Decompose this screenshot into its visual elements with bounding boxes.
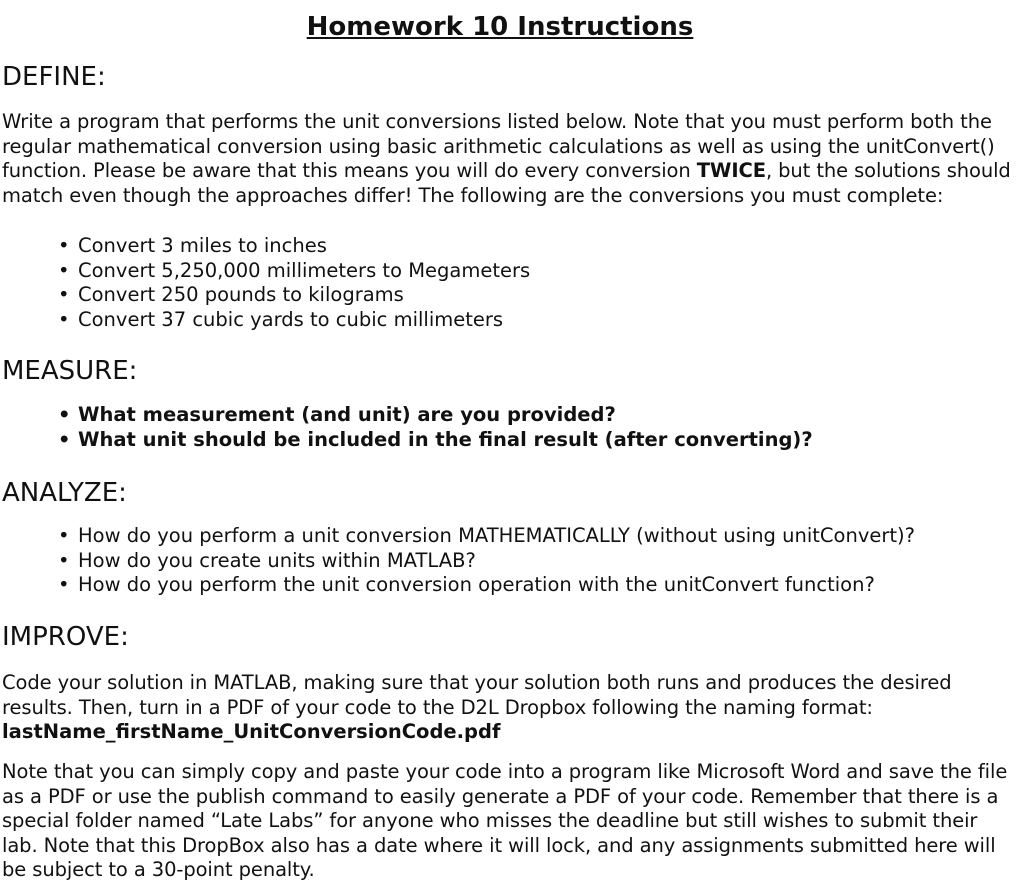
define-intro-emphasis: TWICE	[696, 159, 766, 183]
conversion-list	[58, 234, 530, 332]
analyze-question: • How do you create units within MATLAB?	[58, 549, 915, 574]
analyze-question: • How do you perform the unit conversion operation with the unitConvert function?	[58, 573, 915, 598]
conversion-item: • Convert 37 cubic yards to cubic millimeters	[58, 308, 530, 333]
define-paragraph	[2, 110, 1017, 208]
measure-heading: MEASURE:	[2, 356, 138, 386]
measure-question: • What unit should be included in the final result (after converting)?	[58, 428, 813, 453]
improve-heading: IMPROVE:	[2, 622, 129, 652]
conversion-item: • Convert 5,250,000 millimeters to Megameters	[58, 259, 530, 284]
define-heading: DEFINE:	[2, 62, 106, 92]
analyze-question: • How do you perform a unit conversion MATHEMATICALLY (without using unitConvert)?	[58, 524, 915, 549]
define-intro-part2: , but the solutions should match even though the approaches differ! The following are the conversions you must complete:	[2, 159, 1011, 207]
analyze-heading: ANALYZE:	[2, 478, 127, 508]
analyze-question-list	[58, 524, 915, 598]
measure-question-list	[58, 403, 813, 452]
document-title: Homework 10 Instructions	[306, 12, 694, 42]
conversion-item: • Convert 3 miles to inches	[58, 234, 530, 259]
improve-paragraph: Code your solution in MATLAB, making sure that your solution both runs and produces the desired results. Then, turn in a PDF of your code to the D2L Dropbox following the naming format:	[2, 671, 952, 719]
submission-filename: lastName_firstName_UnitConversionCode.pdf	[2, 720, 501, 743]
measure-question: • What measurement (and unit) are you provided?	[58, 403, 813, 428]
conversion-item: • Convert 250 pounds to kilograms	[58, 283, 530, 308]
late-labs-paragraph: Note that you can simply copy and paste your code into a program like Microsoft Word and save the file as a PDF or use the publish command to easily generate a PDF of your code. Remember that there is a special folder named “Late Labs” for anyone who misses the deadline but still wishes to submit their lab. Note that this DropBox also has a date where it will lock, and any assignments submitted here will be subject to a 30-point penalty.	[2, 760, 1008, 882]
define-intro-part1: Write a program that performs the unit conversions listed below. Note that you must perform both the regular mathematical conversion using basic arithmetic calculations as well as using the unitConvert() function. Please be aware that this means you will do every conversion	[2, 110, 995, 183]
